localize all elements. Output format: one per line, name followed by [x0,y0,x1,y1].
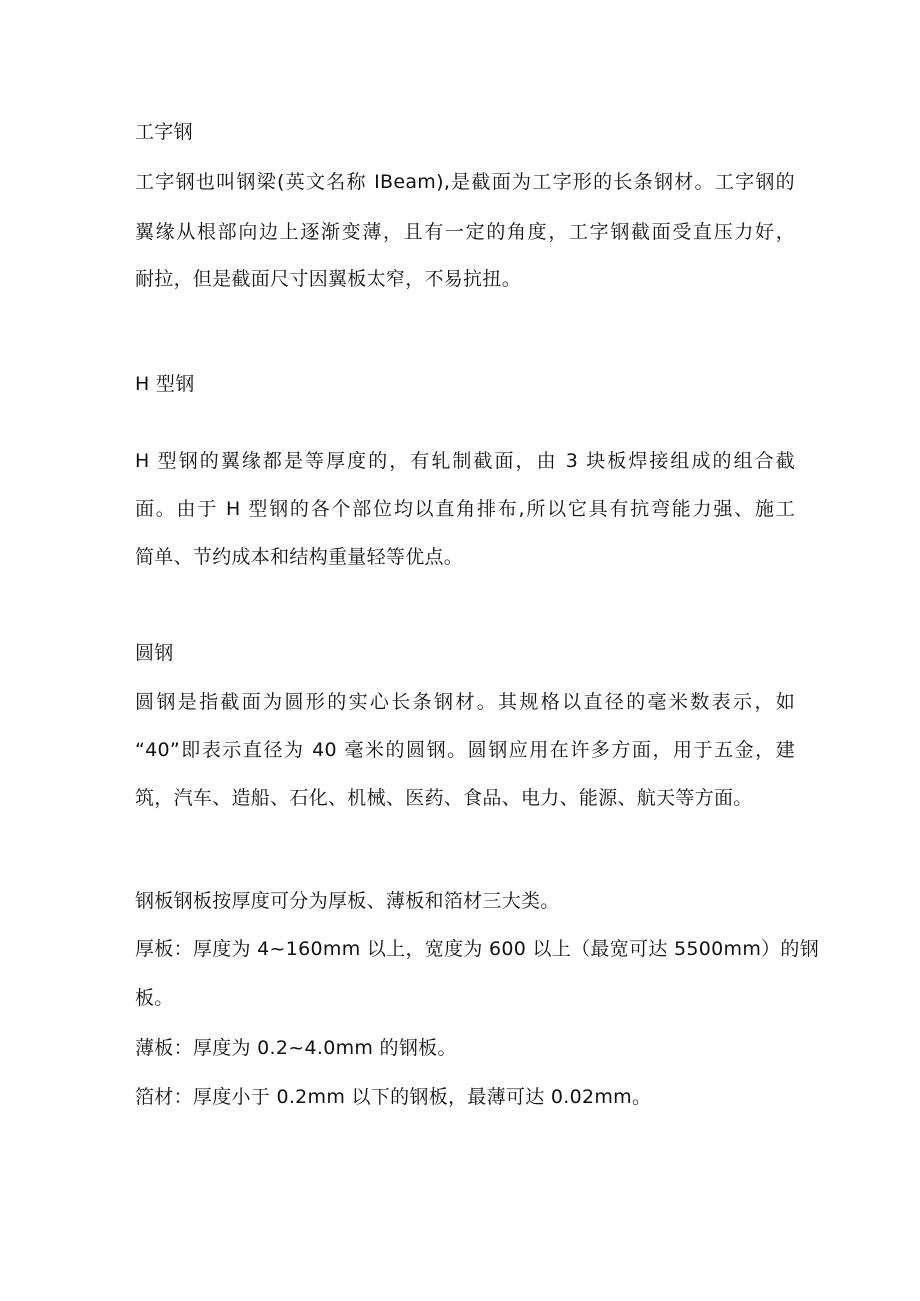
paragraph-line: 板。 [135,987,174,1009]
paragraph-line: 工字钢也叫钢梁(英文名称 IBeam),是截面为工字形的长条钢材。工字钢的 [135,171,795,193]
paragraph-line: 厚板：厚度为 4~160mm 以上，宽度为 600 以上（最宽可达 5500mm）的钢 [135,938,820,960]
section-heading-i-beam: 工字钢 [135,121,193,143]
paragraph-line: 圆钢是指截面为圆形的实心长条钢材。其规格以直径的毫米数表示，如 [135,691,795,713]
paragraph-line: 简单、节约成本和结构重量轻等优点。 [135,546,464,568]
section-heading-h-beam: H 型钢 [135,373,195,395]
paragraph-line: “40”即表示直径为 40 毫米的圆钢。圆钢应用在许多方面，用于五金，建 [135,739,795,761]
paragraph-line: 翼缘从根部向边上逐渐变薄，且有一定的角度，工字钢截面受直压力好， [135,221,795,243]
section-heading-round-steel: 圆钢 [135,642,174,664]
paragraph-line: 筑，汽车、造船、石化、机械、医药、食品、电力、能源、航天等方面。 [135,787,753,809]
paragraph-line: 面。由于 H 型钢的各个部位均以直角排布,所以它具有抗弯能力强、施工 [135,498,795,520]
paragraph-line: 薄板：厚度为 0.2~4.0mm 的钢板。 [135,1037,457,1059]
section-heading-steel-plate: 钢板钢板按厚度可分为厚板、薄板和箔材三大类。 [135,890,560,912]
paragraph-line: 箔材：厚度小于 0.2mm 以下的钢板，最薄可达 0.02mm。 [135,1086,652,1108]
paragraph-line: 耐拉，但是截面尺寸因翼板太窄，不易抗扭。 [135,268,522,290]
paragraph-line: H 型钢的翼缘都是等厚度的，有轧制截面，由 3 块板焊接组成的组合截 [135,450,795,472]
